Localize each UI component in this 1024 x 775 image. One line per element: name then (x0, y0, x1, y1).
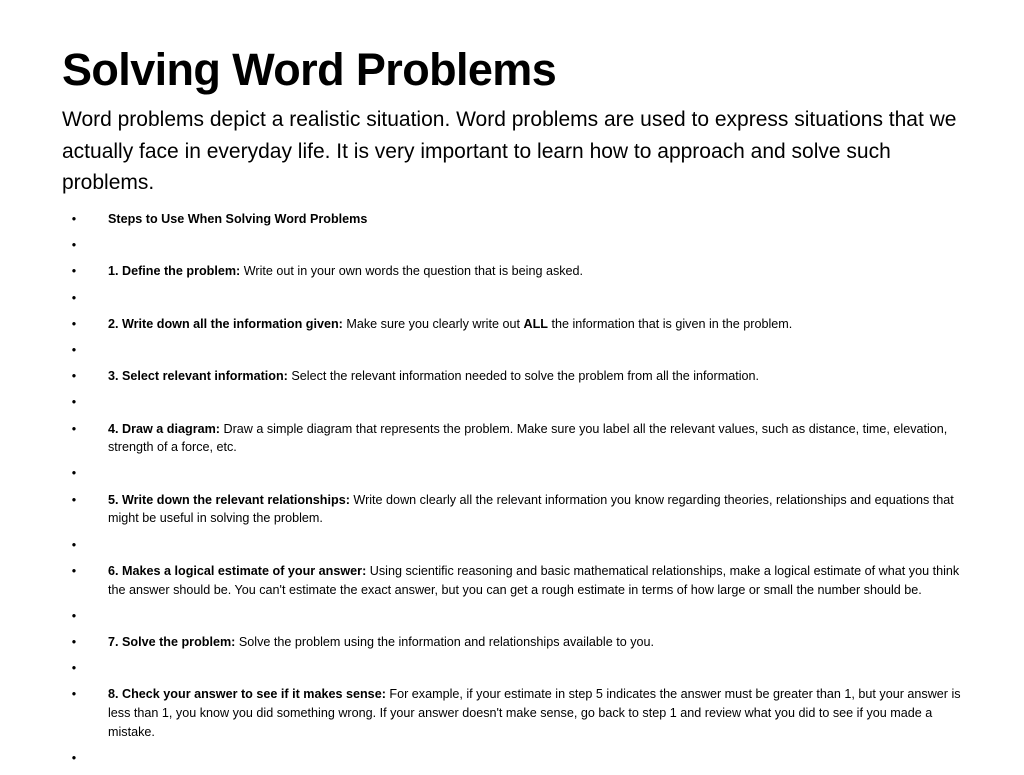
list-item-step-6 (0, 562, 970, 600)
bullet-icon: • (71, 537, 77, 552)
step-text: For example, if your estimate in step 5 indicates the answer must be greater than 1, but your answer is less than 1, you know you did something wrong. If your answer doesn't make sense, go back to step 1 and review what you did to see if you made a mistake. (108, 687, 961, 739)
list-item-empty (0, 341, 970, 360)
step-label: 4. Draw a diagram: (108, 421, 220, 436)
list-item-step-4 (0, 420, 970, 458)
step-label: 1. Define the problem: (108, 264, 241, 279)
step-text: Solve the problem using the information and relationships available to you. (235, 635, 655, 650)
bullet-icon: • (71, 212, 77, 226)
bullet-icon: • (71, 661, 77, 676)
bullet-icon: • (71, 264, 77, 279)
list-item-heading (0, 210, 970, 229)
step-text: Using scientific reasoning and basic mathematical relationships, make a logical estimate of what you think the answer should be. You can't estimate the exact answer, but you can get a rough estimate in terms of how large or small the number should be. (108, 563, 960, 597)
list-item-step-8 (0, 685, 970, 741)
bullet-icon: • (71, 238, 77, 253)
bullet-icon: • (71, 687, 77, 702)
step-label: 7. Solve the problem: (108, 635, 236, 650)
step-text: Draw a simple diagram that represents the problem. Make sure you label all the relevant values, such as distance, time, elevation, strength of a force, etc. (108, 421, 948, 455)
bullet-icon: • (71, 421, 77, 436)
list-item-step-7 (0, 633, 970, 652)
list-item-step-1 (0, 262, 970, 281)
step-text: Select the relevant information needed to solve the problem from all the information. (287, 369, 759, 384)
bullet-icon: • (71, 492, 77, 507)
step-label: 3. Select relevant information: (108, 369, 288, 384)
bullet-icon: • (71, 563, 77, 578)
slide-subtitle: Word problems depict a realistic situation. Word problems are used to express situations that we actually face in everyday life. It is very important to learn how to approach and solve such problems. (62, 108, 957, 194)
bullet-icon: • (71, 342, 77, 357)
bullet-icon: • (71, 316, 77, 331)
list-item-empty (0, 236, 970, 255)
steps-heading: Steps to Use When Solving Word Problems (108, 212, 368, 226)
step-label: 5. Write down the relevant relationships: (108, 492, 350, 507)
bullet-icon: • (71, 635, 77, 650)
step-label: 2. Write down all the information given: (108, 316, 343, 331)
list-item-empty (0, 749, 970, 768)
step-text: Make sure you clearly write out (342, 316, 524, 331)
slide-title: Solving Word Problems (62, 44, 557, 95)
bullet-icon: • (71, 395, 77, 410)
list-item-empty (0, 536, 970, 555)
bullet-icon: • (71, 290, 77, 305)
list-item-empty (0, 464, 970, 483)
step-emphasis: ALL (523, 316, 548, 331)
step-label: 8. Check your answer to see if it makes sense: (108, 687, 386, 702)
list-item-empty (0, 607, 970, 626)
step-text: the information that is given in the problem. (547, 316, 793, 331)
bullet-icon: • (71, 608, 77, 623)
step-label: 6. Makes a logical estimate of your answer: (108, 563, 367, 578)
bullet-icon: • (71, 466, 77, 481)
step-text: Write out in your own words the question that is being asked. (240, 264, 584, 279)
bullet-icon: • (71, 751, 77, 766)
list-item-step-2 (0, 315, 970, 334)
step-text: Write down clearly all the relevant information you know regarding theories, relationships and equations that might be useful in solving the problem. (108, 492, 954, 526)
list-item-empty (0, 289, 970, 308)
list-item-empty (0, 659, 970, 678)
bullet-icon: • (71, 369, 77, 384)
list-item-step-3 (0, 367, 970, 386)
list-item-empty (0, 393, 970, 412)
list-item-step-5 (0, 491, 970, 529)
steps-list (0, 210, 1024, 775)
